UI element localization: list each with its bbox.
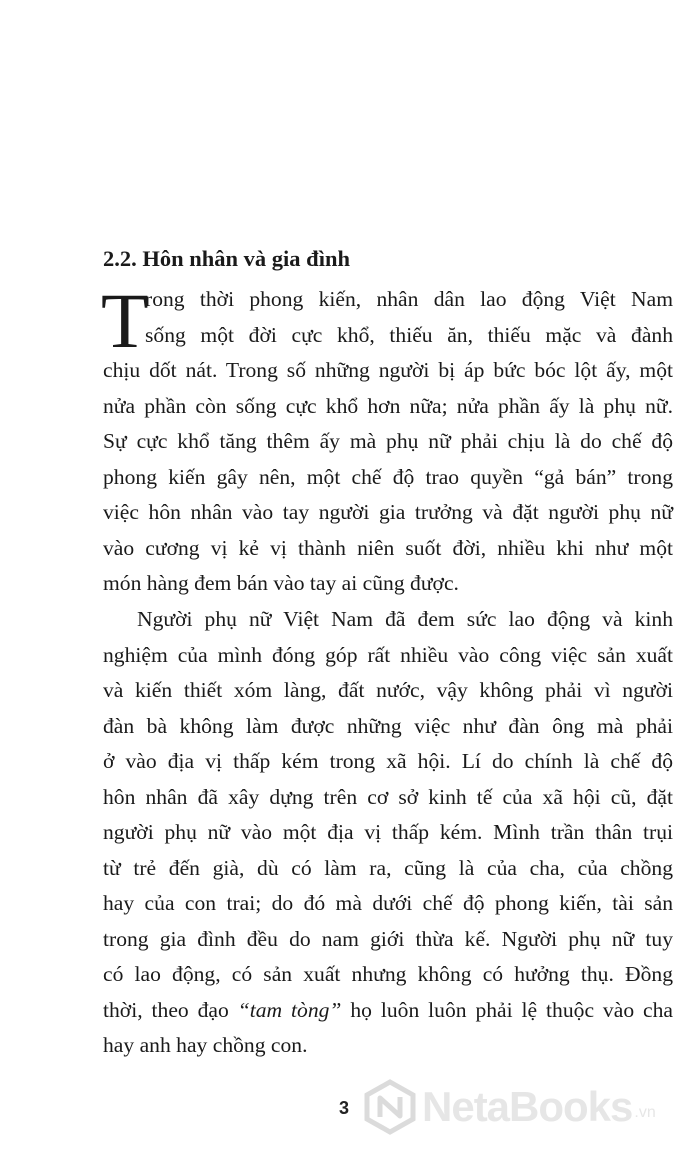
paragraph-line: hay anh hay chồng con. (103, 1033, 308, 1057)
paragraph-line: vào cương vị kẻ vị thành niên suốt đời, nhiều khi như một (103, 535, 673, 560)
paragraph-line: món hàng đem bán vào tay ai cũng được. (103, 571, 459, 595)
watermark-text: NetaBooks (422, 1083, 633, 1130)
page-number: 3 (339, 1098, 350, 1118)
paragraph-line: nửa phần còn sống cực khổ hơn nữa; nửa phần ấy là phụ nữ. (103, 393, 673, 418)
section-heading: 2.2. Hôn nhân và gia đình (103, 246, 350, 271)
paragraph-line-mixed (103, 993, 673, 1029)
netabooks-logo-icon (362, 1079, 418, 1135)
paragraph-line: Người phụ nữ Việt Nam đã đem sức lao động và kinh (137, 607, 673, 631)
paragraph-line: nghiệm của mình đóng góp rất nhiều vào công việc sản xuất (103, 642, 673, 667)
paragraph-line: phong kiến gây nên, một chế độ trao quyền “gả bán” trong (103, 464, 673, 489)
paragraph-line: việc hôn nhân vào tay người gia trưởng và đặt người phụ nữ (103, 500, 673, 524)
paragraph-1 (101, 277, 673, 602)
italic-term: “tam tòng” (237, 997, 342, 1022)
paragraph-line: sống một đời cực khổ, thiếu ăn, thiếu mặc và đành (145, 322, 673, 347)
watermark (362, 1079, 656, 1135)
paragraph-line: hay của con trai; do đó mà dưới chế độ phong kiến, tài sản (103, 891, 673, 915)
paragraph-line: ở vào địa vị thấp kém trong xã hội. Lí do chính là chế độ (103, 749, 673, 773)
watermark-suffix: .vn (634, 1104, 656, 1121)
paragraph-line: từ trẻ đến già, dù có làm ra, cũng là của cha, của chồng (103, 855, 673, 880)
paragraph-2 (103, 602, 673, 1064)
paragraph-line: trong gia đình đều do nam giới thừa kế. Người phụ nữ tuy (103, 926, 673, 951)
paragraph-line: Sự cực khổ tăng thêm ấy mà phụ nữ phải chịu là do chế độ (103, 429, 673, 453)
paragraph-line: và kiến thiết xóm làng, đất nước, vậy không phải vì người (103, 678, 673, 702)
line-text: thời, theo đạo (103, 997, 238, 1022)
paragraph-line: hôn nhân đã xây dựng trên cơ sở kinh tế của xã hội cũ, đặt (103, 784, 673, 809)
first-line-wrap (101, 277, 673, 364)
line-text: họ luôn luôn phải lệ thuộc vào cha (341, 997, 673, 1022)
drop-cap: T (101, 277, 149, 364)
paragraph-line: người phụ nữ vào một địa vị thấp kém. Mình trần thân trụi (103, 820, 673, 844)
paragraph-line: có lao động, có sản xuất nhưng không có hưởng thụ. Đồng (103, 962, 673, 986)
paragraph-line: đàn bà không làm được những việc như đàn ông mà phải (103, 713, 673, 738)
paragraph-line: chịu dốt nát. Trong số những người bị áp bức bóc lột ấy, một (103, 358, 673, 382)
paragraph-line: rong thời phong kiến, nhân dân lao động Việt Nam (145, 287, 673, 311)
